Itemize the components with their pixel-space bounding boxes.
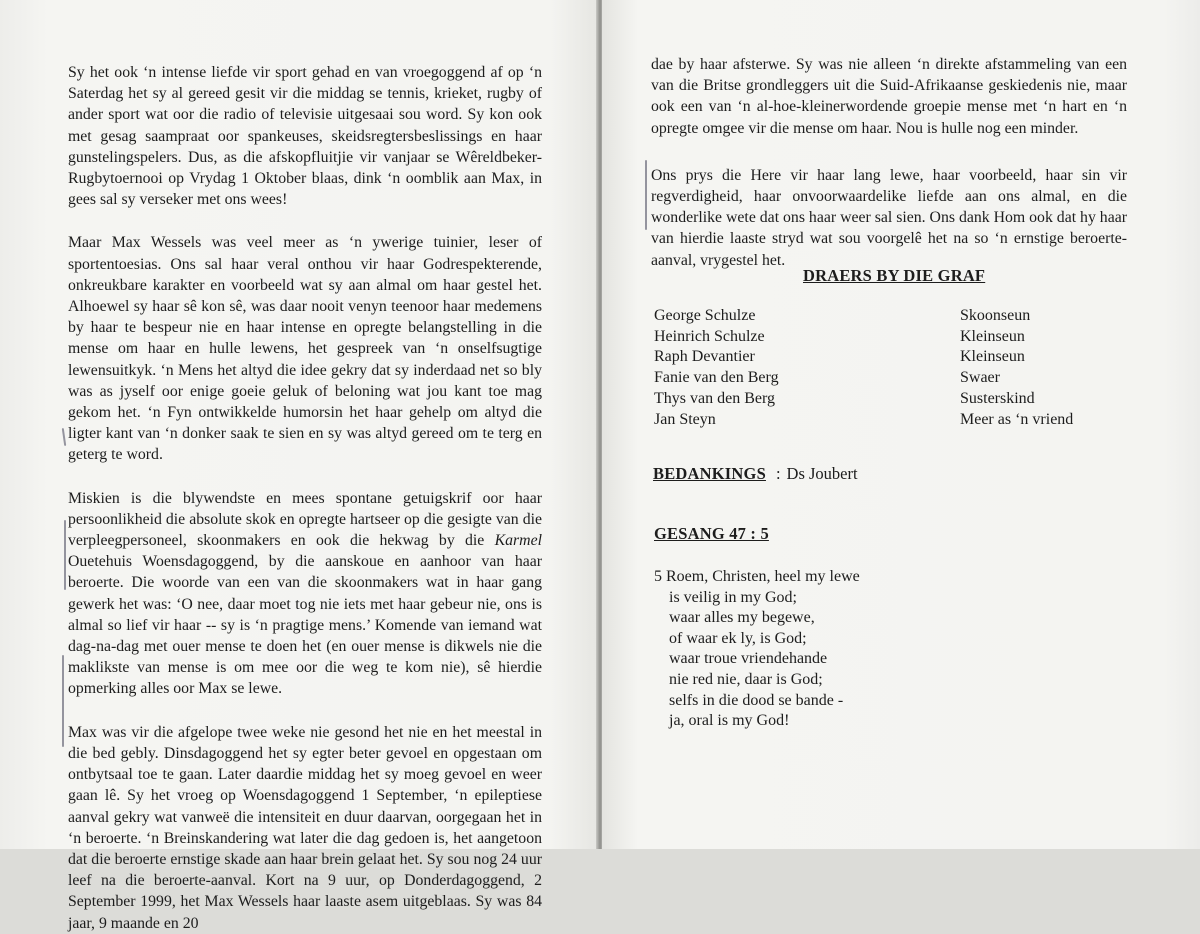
bearer-row — [654, 347, 1114, 368]
thanks-separator: : — [775, 464, 781, 483]
hymn-heading: GESANG 47 : 5 — [654, 524, 769, 543]
pen-margin-mark — [645, 160, 647, 230]
pen-margin-mark — [62, 428, 66, 446]
thanks-line — [653, 464, 858, 484]
hymn-line: waar troue vriendehande — [669, 650, 828, 668]
hymn-line: ja, oral is my God! — [669, 712, 790, 730]
testimony-text-before: Miskien is die blywendste en mees spontane getuigskrif oor haar persoonlikheid die absolute skok en opregte hartseer op die gesigte van die verpleegpersoneel, skoonmakers en ook die hekwag by die — [68, 489, 542, 550]
paragraph-testimony — [68, 488, 542, 700]
testimony-text-after: Ouetehuis Woensdagoggend, by die aanskoue en aanhoor van haar beroerte. Die woorde van een van die skoonmakers wat in haar gang gewerk het was: ‘O nee, daar moet tog nie iets met haar gebeur nie, ons is almal so lief vir haar -- sy is ‘n pragtige mens.’ Komende van iemand wat dag-na-dag met ouer mense te doen het (en ouer mense is dikwels nie die maklikste van mense is om mee oor die weg te kom nie), sê hierdie opmerking alles oor Max se lewe. — [68, 553, 542, 698]
bearer-row — [654, 327, 1114, 348]
bearer-relation: Skoonseun — [960, 307, 1031, 324]
bearer-relation: Kleinseun — [960, 348, 1025, 366]
bearer-relation: Swaer — [960, 369, 1000, 387]
hymn-line: selfs in die dood se bande - — [669, 691, 844, 709]
bearer-row — [654, 410, 1114, 431]
bearer-name: Raph Devantier — [654, 348, 755, 366]
paragraph-character: Maar Max Wessels was veel meer as ‘n ywerige tuinier, leser of sportentoesias. Ons sal haar veral onthou vir haar Godrespekterende, onkreukbare karakter en voorbeeld wat sy aan almal om haar gestel het. Alhoewel sy haar sê kon sê, was daar nooit venyn teenoor haar medemens by haar te bespeur nie en haar intense en opregte belangstelling in die mense om haar en hulle lewens, het gespreek van ‘n onselfsugtige lewensuitkyk. ‘n Mens het altyd die idee gekry dat sy inderdaad net so bly was as jyself oor enige goeie geluk of beloning wat jou kant toe mag gekom het. ‘n Fyn ontwikkelde humorsin het haar gehelp om altyd die ligter kant van ‘n donker saak te sien en sy was altyd gereed om te terg en geterg te word. — [68, 234, 542, 464]
pen-margin-mark — [64, 520, 66, 590]
hymn-line: of waar ek ly, is God; — [669, 629, 807, 647]
hymn-verse — [654, 567, 860, 732]
hymn-line: waar alles my begewe, — [669, 609, 815, 627]
hymn-line: nie red nie, daar is God; — [669, 670, 823, 688]
thanks-heading: BEDANKINGS — [653, 464, 766, 483]
hymn-line: is veilig in my God; — [669, 588, 797, 606]
bearer-name: Heinrich Schulze — [654, 327, 765, 345]
karmel-name: Karmel — [494, 532, 542, 550]
bearer-row — [654, 306, 1114, 327]
bearer-name: Thys van den Berg — [654, 389, 776, 407]
bearer-relation: Susterskind — [960, 389, 1035, 407]
bearer-relation: Meer as ‘n vriend — [960, 410, 1074, 428]
pen-margin-mark — [62, 655, 64, 747]
left-page — [0, 0, 598, 932]
thanks-value: Ds Joubert — [786, 464, 858, 483]
bearer-row — [654, 389, 1114, 410]
left-page-text — [68, 62, 542, 934]
bearers-heading: DRAERS BY DIE GRAF — [803, 266, 986, 285]
bearer-name: George Schulze — [654, 307, 756, 324]
bearer-row — [654, 368, 1114, 389]
right-page-text — [651, 54, 1127, 271]
bearer-name: Fanie van den Berg — [654, 369, 779, 387]
paragraph-sport: Sy het ook ‘n intense liefde vir sport gehad en van vroegoggend af op ‘n Saterdag het sy al gereed gesit vir die middag se tennis, krieket, rugby of ander sport wat oor die radio of televisie uitgesaai sou word. Sy kon ook met gesag saampraat oor spankeuses, skeidsregtersbeslissings en haar gunstelingspelers. Dus, as die afskopfluitjie vir vanjaar se Wêreldbeker-Rugbytoernooi op Vrydag 1 Oktober blaas, dink ‘n oomblik aan Max, in gees sal sy verseker met ons wees! — [68, 64, 542, 209]
paragraph-descendant: dae by haar afsterwe. Sy was nie alleen ‘n direkte afstammeling van een van die Britse grondleggers uit die Suid-Afrikaanse geskiedenis nie, maar ook een van ‘n al-hoe-kleinerwordende groepie mense met ‘n hart en ‘n opregte omgee vir die mense om haar. Nou is hulle nog een minder. — [651, 56, 1127, 137]
bearer-name: Jan Steyn — [654, 410, 716, 428]
hymn-line: 5 Roem, Christen, heel my lewe — [654, 568, 860, 585]
bearers-list — [654, 306, 1114, 430]
paragraph-praise: Ons prys die Here vir haar lang lewe, haar voorbeeld, haar sin vir regverdigheid, haar onvoorwaardelike liefde aan ons almal, en die wonderlike wete dat ons haar weer sal sien. Ons dank Hom ook dat hy haar van hierdie laaste stryd wat sou voorgelê het na so ‘n ernstige beroerte-aanval, vrygestel het. — [651, 166, 1127, 269]
paragraph-final-days: Max was vir die afgelope twee weke nie gesond het nie en het meestal in die bed gebly. Dinsdagoggend het sy egter beter gevoel en opgestaan om ontbytsaal toe te gaan. Later daardie middag het sy moeg gevoel en weer gaan lê. Sy het vroeg op Woensdagoggend 1 September, ‘n epileptiese aanval gekry wat vanweë die intensiteit en duur daarvan, oorgegaan het in ‘n beroerte. ‘n Breinskandering wat later die dag gedoen is, het aangetoon dat die beroerte ernstige skade aan haar brein gelaat het. Sy sou nog 24 uur leef na die beroerte-aanval. Kort na 9 uur, op Donderdagoggend, 2 September 1999, het Max Wessels haar laaste asem uitgeblaas. Sy was 84 jaar, 9 maande en 20 — [68, 723, 542, 932]
bearer-relation: Kleinseun — [960, 327, 1025, 345]
